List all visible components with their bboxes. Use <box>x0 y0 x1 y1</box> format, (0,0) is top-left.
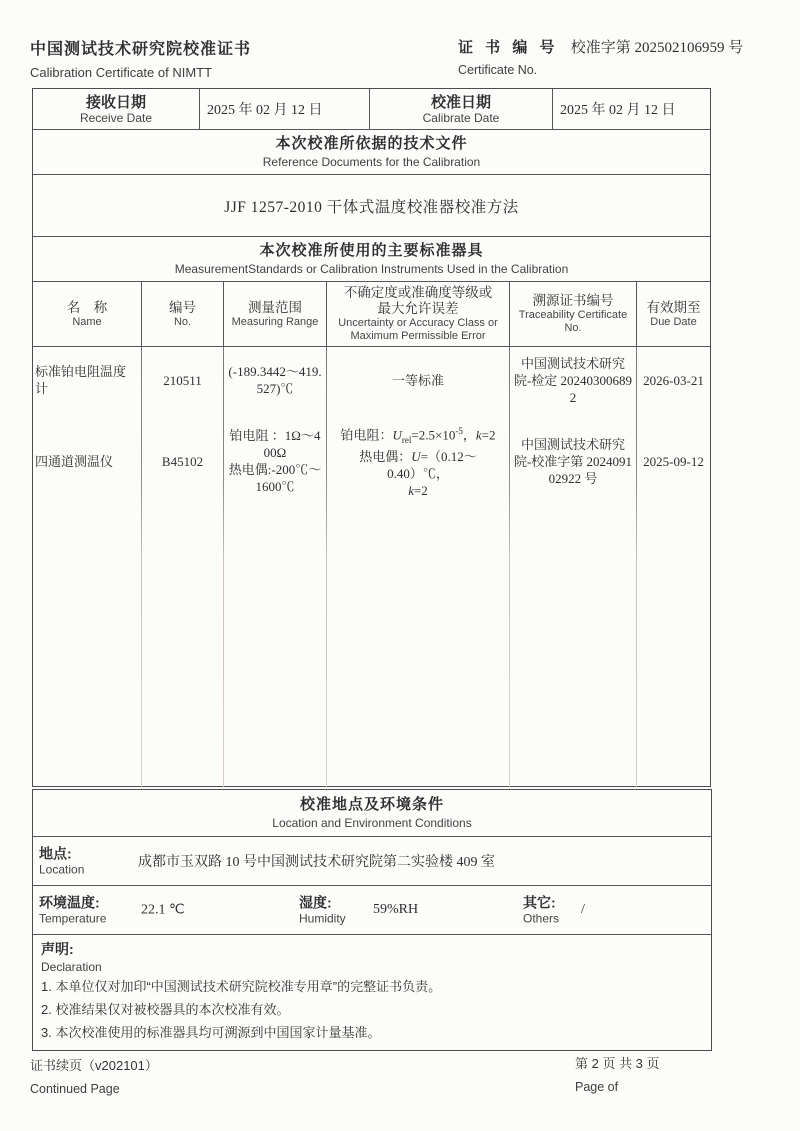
certificate-number-label-en: Certificate No. <box>458 63 538 77</box>
location-label-en: Location <box>39 862 85 877</box>
continued-page-cn: 证书续页（v202101） <box>30 1058 158 1073</box>
reference-title-cn: 本次校准所依据的技术文件 <box>275 134 468 152</box>
others-label <box>523 895 559 926</box>
others-label-cn: 其它: <box>523 894 556 911</box>
data-column-range <box>223 347 326 787</box>
calibrate-date-value: 2025 年 02 月 12 日 <box>552 89 710 129</box>
document-header <box>0 36 800 82</box>
header-left <box>30 36 251 80</box>
declaration-item-1: 1. 本单位仅对加印“中国测试技术研究院校准专用章”的完整证书负责。 <box>41 979 442 994</box>
others-value: / <box>581 902 585 917</box>
row2-range-pt: 铂电阻 ：1Ω～400Ω <box>229 428 321 460</box>
row1-due-date: 2026-03-21 <box>643 372 704 388</box>
column-header-due-en: Due Date <box>650 315 697 328</box>
certificate-number-label-cn: 证 书 编 号 <box>458 39 559 56</box>
location-row <box>33 837 711 886</box>
location-environment-box <box>32 789 712 1051</box>
certificate-number-value: 校准字第 202502106959 号 <box>570 40 744 56</box>
row2-uncertainty-pt-line: 铂电阻：$U_{rel}=2.5\times 10^{-5}$，k=2 <box>340 425 496 445</box>
temperature-value: 22.1 ℃ <box>141 902 185 918</box>
declaration-title-cn: 声明: <box>41 941 74 957</box>
row1-no: 210511 <box>163 372 202 388</box>
page-footer <box>30 1053 712 1103</box>
calibrate-date-label-en: Calibrate Date <box>422 110 500 125</box>
humidity-value: 59%RH <box>373 902 419 917</box>
row1-uncertainty: 一等标准 <box>391 372 444 388</box>
environment-row <box>33 886 711 935</box>
header-right <box>458 36 743 77</box>
standards-section-title <box>33 236 710 281</box>
column-header-traceability-en: Traceability Certificate No. <box>518 309 628 334</box>
declaration-item-2: 2. 校准结果仅对被校器具的本次校准有效。 <box>41 1002 290 1017</box>
data-column-no <box>141 347 223 787</box>
reference-title-en: Reference Documents for the Calibration <box>262 154 481 169</box>
row1-range: (-189.3442～419.527)℃ <box>228 364 322 396</box>
humidity-label-cn: 湿度: <box>299 894 332 911</box>
column-header-uncertainty-cn1: 不确定度或准确度等级或 <box>343 285 493 300</box>
location-title-en: Location and Environment Conditions <box>272 815 472 830</box>
row2-due-date: 2025-09-12 <box>643 453 704 469</box>
location-label <box>39 846 84 877</box>
receive-date-label-en: Receive Date <box>79 110 153 125</box>
row2-name: 四通道测温仪 <box>35 453 114 469</box>
receive-date-label-cell <box>33 89 199 129</box>
footer-left <box>30 1055 158 1096</box>
page-number-en: Page of <box>575 1080 619 1094</box>
standards-data-area <box>33 346 710 787</box>
column-header-name <box>33 282 141 346</box>
declaration-title-en: Declaration <box>41 960 102 974</box>
reference-document-text: JJF 1257-2010 干体式温度校准器校准方法 <box>33 174 710 236</box>
location-label-cn: 地点: <box>39 845 72 862</box>
row1-traceability: 中国测试技术研究院-检定 202403006892 <box>513 355 633 405</box>
institute-title-en: Calibration Certificate of NIMTT <box>30 65 213 80</box>
humidity-label <box>299 895 346 926</box>
temperature-label <box>39 895 106 926</box>
temperature-label-cn: 环境温度: <box>39 894 100 911</box>
continued-page-en: Continued Page <box>30 1082 120 1096</box>
data-column-due <box>636 347 710 787</box>
temperature-label-en: Temperature <box>39 911 107 926</box>
standards-column-headers <box>33 281 710 346</box>
institute-title-cn: 中国测试技术研究院校准证书 <box>30 41 252 58</box>
humidity-label-en: Humidity <box>299 911 346 926</box>
row1-name: 标准铂电阻温度计 <box>35 364 127 396</box>
column-header-range <box>223 282 326 346</box>
column-header-name-cn: 名 称 <box>66 299 108 315</box>
column-header-due <box>636 282 710 346</box>
column-header-traceability-cn: 溯源证书编号 <box>532 293 614 308</box>
footer-right <box>575 1053 660 1094</box>
column-header-uncertainty-en: Uncertainty or Accuracy Class or Maximum Permissible Error <box>338 317 498 342</box>
certificate-number-line <box>458 36 743 57</box>
row2-uncertainty <box>327 413 509 509</box>
calibrate-date-label-cell <box>369 89 552 129</box>
page-number-cn: 第 2 页 共 3 页 <box>575 1056 660 1071</box>
data-column-traceability <box>509 347 636 787</box>
column-header-traceability <box>509 282 636 346</box>
row2-range <box>224 413 326 509</box>
row2-range-tc: 热电偶:-200℃～1600℃ <box>228 462 322 494</box>
column-header-no <box>141 282 223 346</box>
declaration-item-3: 3. 本次校准使用的标准器具均可溯源到中国国家计量基准。 <box>41 1025 381 1040</box>
column-header-no-en: No. <box>173 315 192 328</box>
row2-uncertainty-k-line: k=2 <box>408 483 428 499</box>
calibrate-date-label-cn: 校准日期 <box>430 93 491 111</box>
reference-section-title <box>33 129 710 174</box>
receive-date-value: 2025 年 02 月 12 日 <box>199 89 369 129</box>
column-header-due-cn: 有效期至 <box>646 299 701 315</box>
row2-no: B45102 <box>161 453 204 469</box>
dates-row <box>33 89 710 129</box>
column-header-uncertainty <box>326 282 509 346</box>
row2-uncertainty-tc-line: 热电偶：U=（0.12～0.40）℃， <box>359 449 477 482</box>
column-header-no-cn: 编号 <box>169 299 196 315</box>
location-title-cn: 校准地点及环境条件 <box>299 795 444 813</box>
row2-traceability: 中国测试技术研究院-校准字第 202409102922 号 <box>513 436 633 486</box>
receive-date-label-cn: 接收日期 <box>85 93 146 111</box>
declaration-section <box>33 935 711 1050</box>
main-table <box>32 88 711 787</box>
data-column-uncertainty <box>326 347 509 787</box>
column-header-uncertainty-cn2: 最大允许误差 <box>377 301 459 316</box>
location-value: 成都市玉双路 10 号中国测试技术研究院第二实验楼 409 室 <box>138 855 495 870</box>
location-section-title <box>33 790 711 837</box>
others-label-en: Others <box>523 911 560 926</box>
data-column-name <box>33 347 141 787</box>
column-header-range-cn: 测量范围 <box>248 299 302 315</box>
standards-title-cn: 本次校准所使用的主要标准器具 <box>259 241 484 259</box>
column-header-name-en: Name <box>72 315 102 328</box>
standards-title-en: MeasurementStandards or Calibration Instruments Used in the Calibration <box>174 261 569 276</box>
column-header-range-en: Measuring Range <box>231 315 319 328</box>
